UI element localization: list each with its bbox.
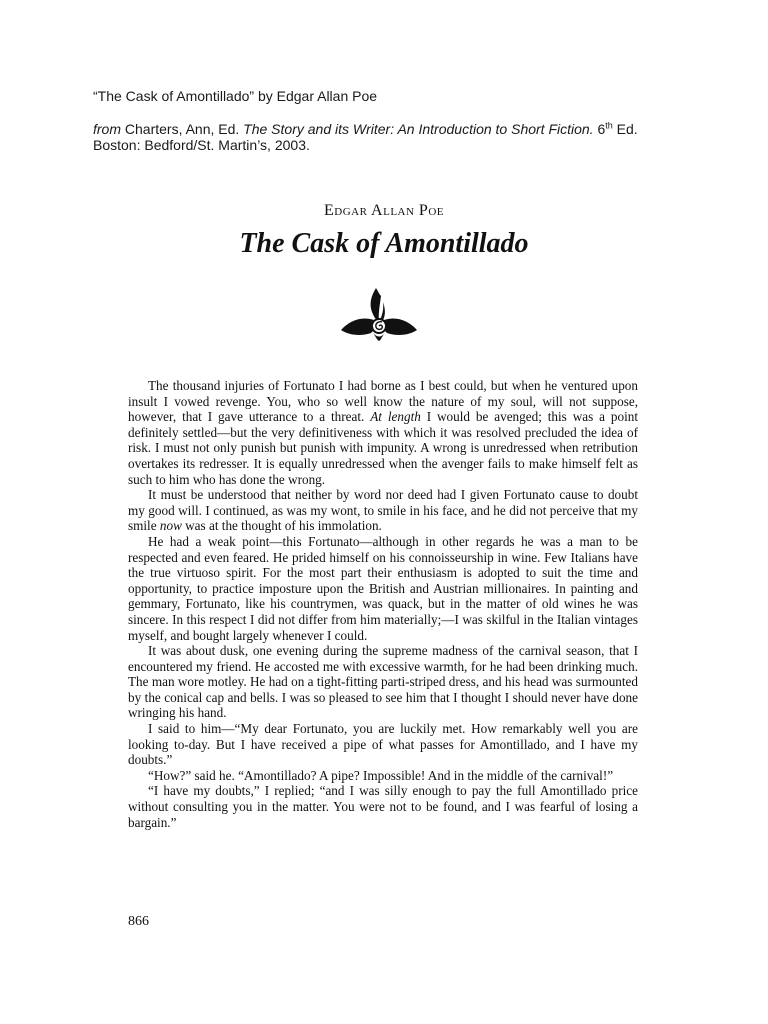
citation-source: [93, 121, 733, 153]
paragraph-text: was at the thought of his immolation.: [181, 518, 382, 534]
fleuron-ornament-icon: [338, 286, 420, 342]
story-title: The Cask of Amontillado: [239, 228, 529, 259]
paragraph: He had a weak point—this Fortunato—although in other regards he was a man to be respected and even feared. He prided himself on his connoisseurship in wine. Few Italians have the true virtuoso spirit. For the most part their enthusiasm is adopted to suit the time and opportunity, to practice imposture upon the British and Austrian millionaires. In painting and gemmary, Fortunato, like his countrymen, was quack, but in the matter of old wines he was sincere. In this respect I did not differ from him materially;—I was skilful in the Italian vintages myself, and bought largely whenever I could.: [128, 533, 638, 643]
paragraph-text: I would be avenged; this was a point definitely settled—but the very definitiveness with which it was resolved precluded the idea of risk. I must not only punish but punish with impunity. A wrong is unredressed when retribution overtakes its redresser. It is equally unredressed when the avenger fails to make himself felt as such to him who has done the wrong.: [128, 409, 639, 487]
citation-title-line: “The Cask of Amontillado” by Edgar Allan Poe: [93, 88, 378, 104]
paragraph: I said to him—“My dear Fortunato, you are luckily met. How remarkably well you are looking to-day. But I have received a pipe of what passes for Amontillado, and I have my doubts.”: [128, 721, 638, 768]
emphasis: At length: [370, 409, 421, 425]
author-heading: Edgar Allan Poe: [323, 202, 444, 219]
paragraph-text: It must be understood that neither by word nor deed had I given Fortunato cause to doubt my good will. I continued, as was my wont, to smile in his face, and he did not perceive that my smile: [128, 487, 638, 534]
story-body: [128, 378, 638, 830]
citation-edition-number: 6: [593, 121, 606, 137]
paragraph: “I have my doubts,” I replied; “and I was silly enough to pay the full Amontillado price without consulting you in the matter. You were not to be found, and I was fearful of losing a bargain.”: [128, 783, 638, 830]
page-number: 866: [128, 914, 149, 929]
paragraph: “How?” said he. “Amontillado? A pipe? Impossible! And in the middle of the carnival!”: [148, 767, 614, 783]
citation-edition-suffix: th: [605, 120, 613, 131]
emphasis: now: [159, 518, 182, 534]
paragraph: [128, 487, 638, 534]
citation-editor: Charters, Ann, Ed.: [121, 121, 244, 137]
paragraph-text: The thousand injuries of Fortunato I had borne as I best could, but when he ventured upon insult I vowed revenge. You, who so well know the nature of my soul, will not suppose, however, that I gave utterance to a threat.: [128, 378, 638, 425]
citation-source-line1: [93, 121, 733, 137]
citation-book-title: The Story and its Writer: An Introduction to Short Fiction.: [243, 121, 594, 137]
citation-edition-rest: Ed.: [612, 121, 638, 137]
paragraph: [128, 378, 638, 487]
paragraph: It was about dusk, one evening during the supreme madness of the carnival season, that I encountered my friend. He accosted me with excessive warmth, for he had been drinking much. The man wore motley. He had on a tight-fitting parti-striped dress, and his head was surmounted by the conical cap and bells. I was so pleased to see him that I thought I should never have done wringing his hand.: [128, 643, 638, 721]
citation-source-line2: Boston: Bedford/St. Martin’s, 2003.: [93, 137, 310, 153]
citation-from: from: [93, 121, 121, 137]
